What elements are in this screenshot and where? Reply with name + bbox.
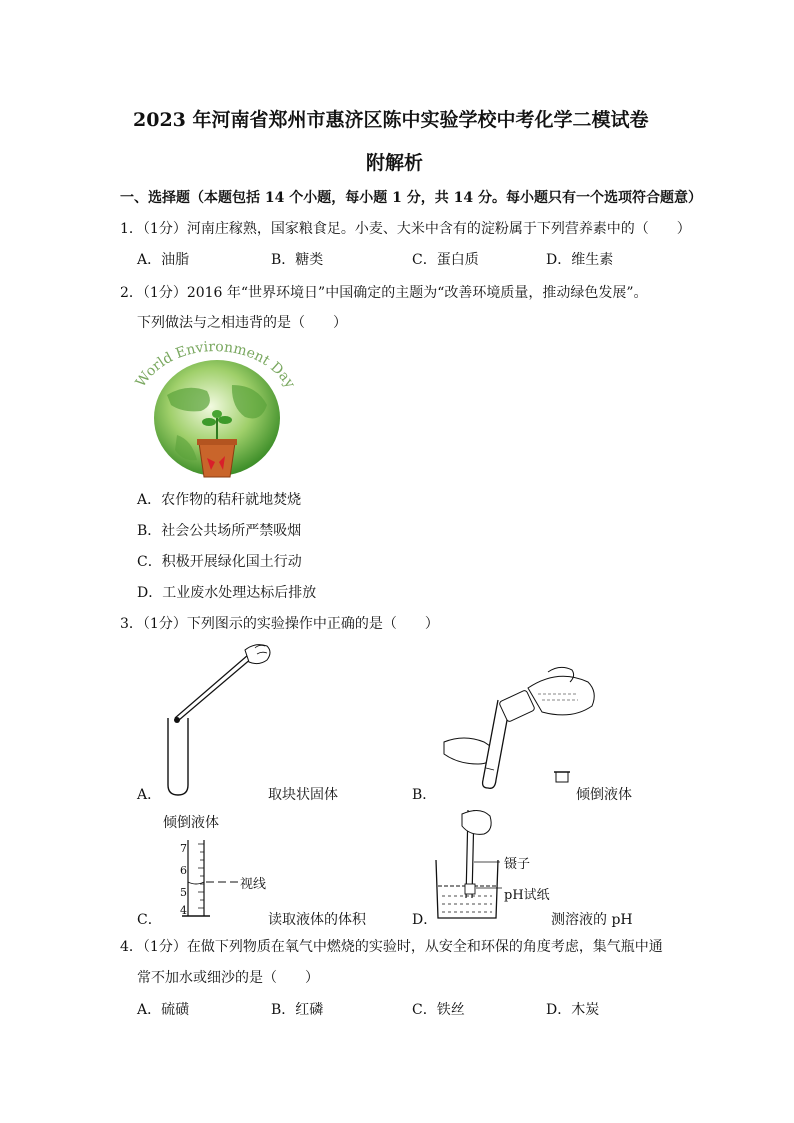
q3-option-b-caption: 倾倒液体 xyxy=(576,787,632,803)
q4-option-b: B．红磷 xyxy=(271,1002,324,1018)
q2-option-d: D．工业废水处理达标后排放 xyxy=(137,585,317,601)
q2-option-a: A．农作物的秸秆就地焚烧 xyxy=(137,492,302,508)
q4-option-c: C．铁丝 xyxy=(412,1002,465,1018)
section-heading: 一、选择题（本题包括 14 个小题，每小题 1 分，共 14 分。每小题只有一个选项符合题意） xyxy=(120,190,702,206)
question-4-stem-line1: 4．（1分）在做下列物质在氧气中燃烧的实验时，从安全和环保的角度考虑，集气瓶中通 xyxy=(120,939,663,955)
tweezers-label: 镊子 xyxy=(504,857,531,872)
page-title-line1: 2023 年河南省郑州市惠济区陈中实验学校中考化学二模试卷 xyxy=(133,109,649,131)
figure-a-tweezers-tube xyxy=(160,640,280,800)
page-title-line2: 附解析 xyxy=(366,152,424,174)
q1-option-a: A．油脂 xyxy=(137,252,190,268)
sight-line-label: 视线 xyxy=(240,877,267,892)
q3-option-c-caption: 读取液体的体积 xyxy=(268,912,366,928)
cylinder-tick-5: 5 xyxy=(180,886,187,899)
q2-option-b: B．社会公共场所严禁吸烟 xyxy=(137,523,302,539)
q3-option-d-caption: 测溶液的 pH xyxy=(551,912,633,928)
world-environment-day-image xyxy=(132,339,298,480)
ph-paper-label: pH试纸 xyxy=(504,888,550,903)
question-2-stem-line2: 下列做法与之相违背的是（ ） xyxy=(137,315,347,331)
question-3-stem: 3．（1分）下列图示的实验操作中正确的是（ ） xyxy=(120,616,439,632)
q3-option-a-caption: 取块状固体 xyxy=(268,787,338,803)
q4-option-d: D．木炭 xyxy=(546,1002,600,1018)
question-4-stem-line2: 常不加水或细沙的是（ ） xyxy=(137,970,319,986)
cylinder-tick-4: 4 xyxy=(180,904,187,917)
cylinder-tick-6: 6 xyxy=(180,864,187,877)
q1-option-c: C．蛋白质 xyxy=(412,252,479,268)
figure-b-pouring-liquid xyxy=(438,660,608,790)
q1-option-b: B．糖类 xyxy=(271,252,324,268)
question-2-stem-line1: 2．（1分）2016 年“世界环境日”中国确定的主题为“改善环境质量，推动绿色发展”。 xyxy=(120,285,648,301)
q3-option-c-letter: C． xyxy=(137,912,162,928)
q3-option-b-caption-repeat: 倾倒液体 xyxy=(163,815,219,831)
q3-option-a-letter: A． xyxy=(137,787,162,803)
q3-option-b-letter: B． xyxy=(412,787,437,803)
q3-option-d-letter: D． xyxy=(412,912,438,928)
q4-option-a: A．硫磺 xyxy=(137,1002,190,1018)
world-environment-day-text: World Environment Day xyxy=(132,339,298,392)
q2-option-c: C．积极开展绿化国土行动 xyxy=(137,554,302,570)
cylinder-tick-7: 7 xyxy=(180,842,187,855)
q1-option-d: D．维生素 xyxy=(546,252,614,268)
question-1-stem: 1．（1分）河南庄稼熟，国家粮食足。小麦、大米中含有的淀粉属于下列营养素中的（ ） xyxy=(120,221,691,237)
